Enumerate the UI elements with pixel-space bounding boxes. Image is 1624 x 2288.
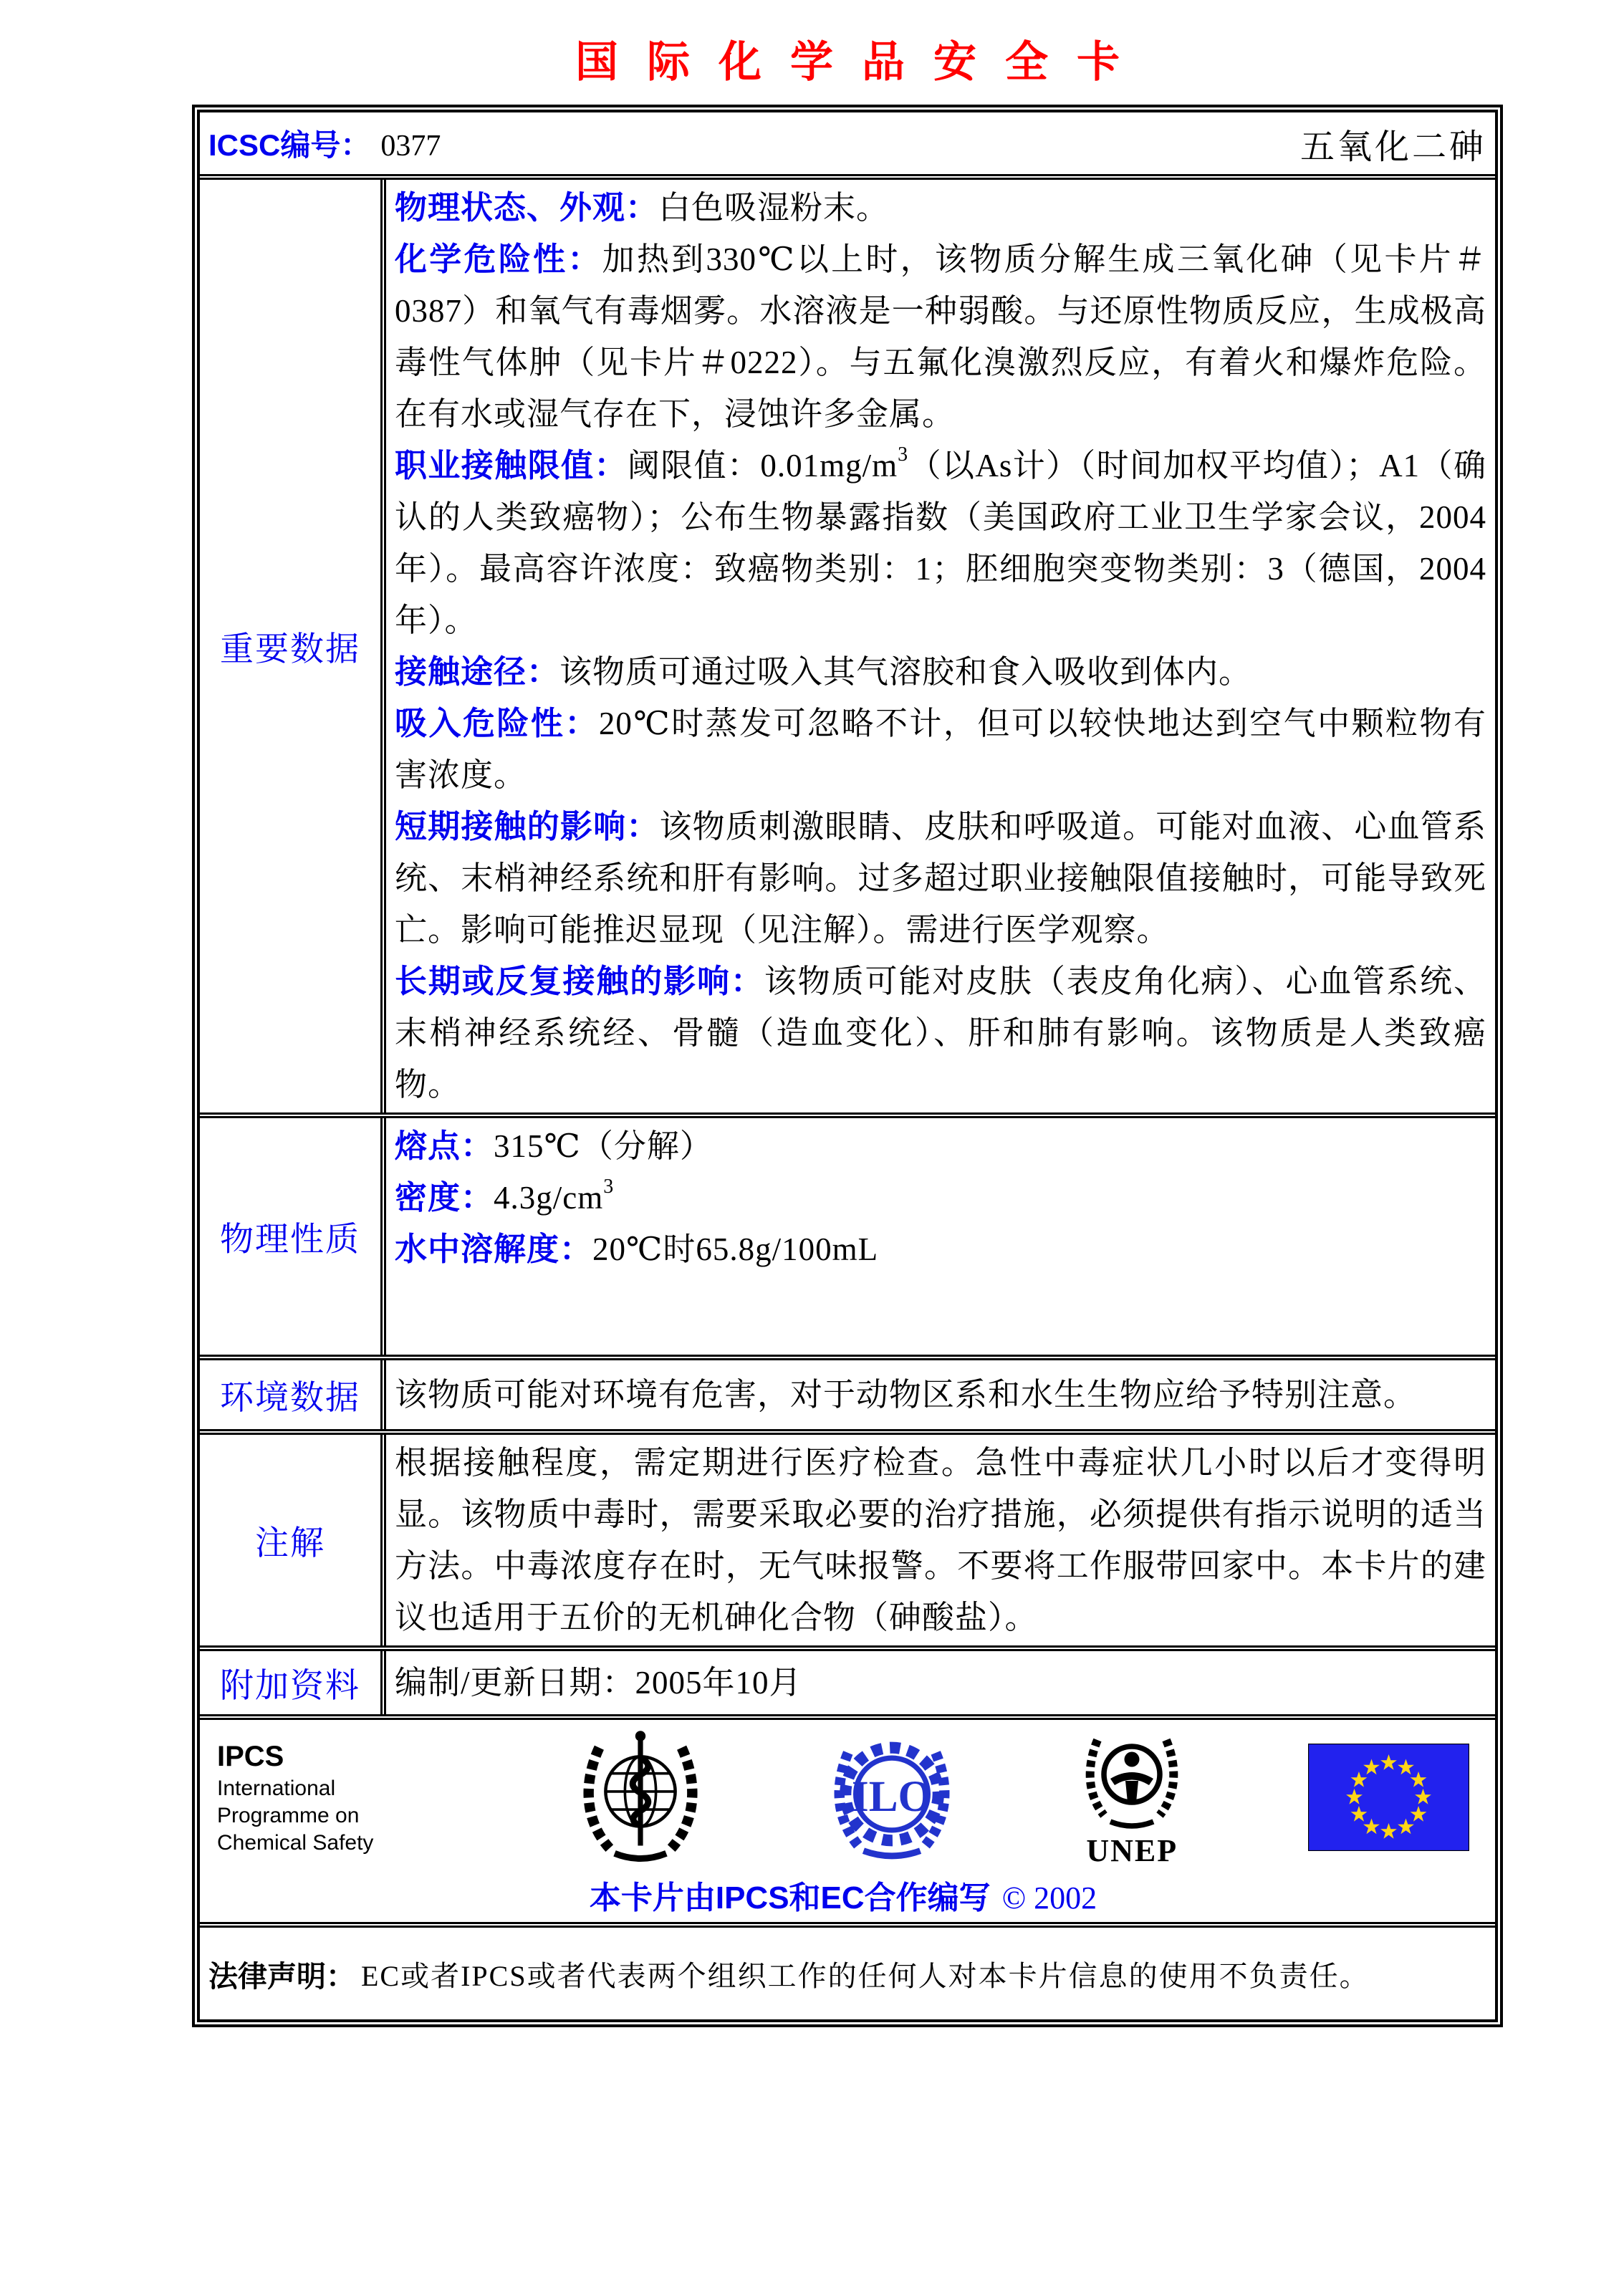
legal-notice-label: 法律声明：	[208, 1959, 355, 1993]
page-title: 国际化学品安全卡	[575, 39, 1148, 86]
paragraph: 根据接触程度，需定期进行医疗检查。急性中毒症状几小时以后才变得明显。该物质中毒时，需要采取必要的治疗措施，必须提供有指示说明的适当方法。中毒浓度存在时，无气味报警。不要将工作服带回家中。本卡片的建议也适用于五价的无机砷化合物（砷酸盐）。	[395, 1445, 1486, 1635]
paragraph: 密度：$4.3g/cm^3$	[395, 1176, 615, 1216]
card-sheet	[192, 0, 1503, 2027]
notes-content	[386, 1435, 1495, 1645]
row-physical-properties	[200, 1112, 1495, 1355]
card-header-row	[200, 112, 1495, 174]
row-label-physical-properties: 物理性质	[200, 1118, 386, 1355]
icsc-card-table	[192, 105, 1503, 2027]
important-data-content	[386, 180, 1495, 1112]
row-label-important-data: 重要数据	[200, 180, 386, 1112]
eu-flag-icon	[1308, 1744, 1469, 1851]
row-logos	[200, 1714, 1495, 1922]
credit-copyright: © 2002	[1001, 1880, 1097, 1916]
paragraph: 短期接触的影响：该物质刺激眼睛、皮肤和呼吸道。可能对血液、心血管系统、末梢神经系统和肝有影响。过多超过职业接触限值接触时，可能导致死亡。影响可能推迟显现（见注解）。需进行医学观察。	[395, 808, 1486, 948]
paragraph: 职业接触限值：阈限值：$0.01mg/m^3$（以As计）（时间加权平均值）；A1（确认的人类致癌物）；公布生物暴露指数（美国政府工业卫生学家会议，2004年）。最高容许浓度：致癌物类别：1；胚细胞突变物类别：3（德国，2004年）。	[395, 443, 1486, 638]
row-environmental-data	[200, 1355, 1495, 1429]
paragraph: 吸入危险性：20℃时蒸发可忽略不计，但可以较快地达到空气中颗粒物有害浓度。	[395, 705, 1486, 793]
row-label-environmental-data: 环境数据	[200, 1360, 386, 1429]
eu-flag-graphic	[1308, 1744, 1469, 1851]
icsc-number-label: ICSC编号：	[208, 128, 371, 162]
ilo-emblem-graphic	[827, 1729, 956, 1865]
row-additional-info	[200, 1645, 1495, 1714]
row-label-notes: 注解	[200, 1435, 386, 1645]
logo-strip	[217, 1727, 1469, 1868]
ipcs-line-3: Chemical Safety	[217, 1831, 374, 1855]
physical-properties-content	[386, 1118, 1495, 1355]
row-label-additional-info: 附加资料	[200, 1651, 386, 1714]
legal-notice-text: EC或者IPCS或者代表两个组织工作的任何人对本卡片信息的使用不负责任。	[361, 1959, 1370, 1992]
unep-emblem-graphic	[1078, 1727, 1186, 1835]
ipcs-text-block	[217, 1738, 453, 1857]
paragraph: 水中溶解度：20℃时65.8g/100mL	[395, 1231, 879, 1267]
additional-info-content	[386, 1651, 1495, 1714]
svg-text:ILO: ILO	[851, 1772, 932, 1821]
row-notes	[200, 1429, 1495, 1645]
ipcs-line-1: International	[217, 1777, 336, 1800]
ipcs-title: IPCS	[217, 1741, 284, 1772]
ilo-icon	[827, 1729, 956, 1865]
row-legal-notice	[200, 1922, 1495, 2019]
unep-icon	[1078, 1727, 1186, 1868]
who-icon	[576, 1729, 705, 1865]
unep-label: UNEP	[1086, 1833, 1178, 1868]
credit-line	[217, 1872, 1469, 1918]
icsc-number-group	[208, 122, 441, 165]
paragraph: 该物质可能对环境有危害，对于动物区系和水生生物应给予特别注意。	[395, 1377, 1417, 1413]
environmental-data-content	[386, 1360, 1495, 1429]
icsc-number-value: 0377	[380, 130, 441, 163]
credit-text: 本卡片由IPCS和EC合作编写	[589, 1880, 991, 1916]
paragraph: 熔点：315℃（分解）	[395, 1128, 713, 1164]
paragraph: 物理状态、外观：白色吸湿粉末。	[395, 189, 890, 226]
paragraph: 接触途径：该物质可通过吸入其气溶胶和食入吸收到体内。	[395, 653, 1252, 690]
paragraph: 编制/更新日期：2005年10月	[395, 1665, 802, 1701]
row-important-data	[200, 174, 1495, 1112]
paragraph: 长期或反复接触的影响：该物质可能对皮肤（表皮角化病）、心血管系统、末梢神经系统经、骨髓（造血变化）、肝和肺有影响。该物质是人类致癌物。	[395, 963, 1486, 1102]
who-emblem-graphic	[576, 1729, 705, 1865]
paragraph: 化学危险性：加热到330℃以上时，该物质分解生成三氧化砷（见卡片＃0387）和氧气有毒烟雾。水溶液是一种弱酸。与还原性物质反应，生成极高毒性气体肿（见卡片＃0222）。与五氟化溴激烈反应，有着火和爆炸危险。在有水或湿气存在下，浸蚀许多金属。	[395, 241, 1486, 432]
ipcs-line-2: Programme on	[217, 1804, 360, 1827]
chemical-name: 五氧化二砷	[1299, 128, 1486, 166]
